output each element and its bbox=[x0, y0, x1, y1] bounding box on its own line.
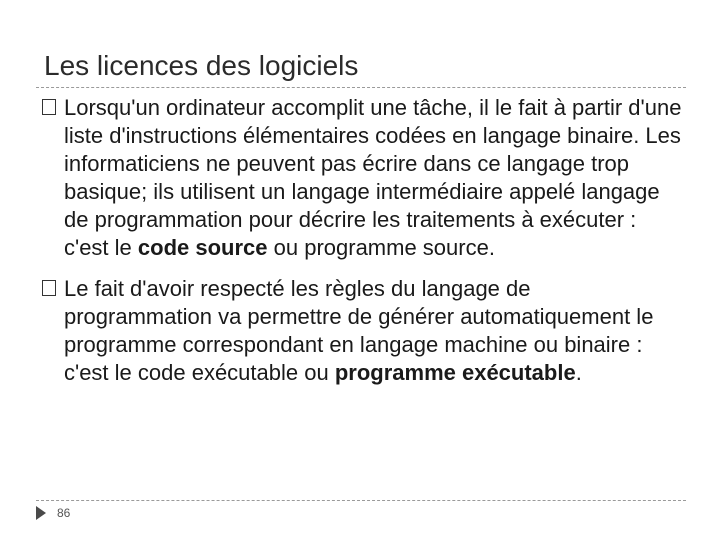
footer-divider bbox=[36, 500, 686, 501]
triangle-arrow-icon bbox=[36, 506, 46, 520]
bullet-item bbox=[42, 94, 682, 262]
bullet-text-bold: code source bbox=[137, 235, 268, 260]
bullet-text: ou programme source. bbox=[267, 235, 495, 260]
bullet-text-bold: programme exécutable bbox=[334, 360, 576, 385]
bullet-item bbox=[42, 275, 682, 387]
bullet-box-icon bbox=[42, 280, 56, 296]
slide-title: Les licences des logiciels bbox=[44, 50, 359, 81]
bullet-text: Lorsqu'un ordinateur accomplit une tâche, il le fait à partir d'une liste d'instructions élémentaires codées en langage binaire. Les informaticiens ne peuvent pas écrire dans ce langage trop basique; ils utilisent un langage intermédiaire appelé langage de programmation pour décrire les traitements à exécuter : c'est le bbox=[64, 95, 682, 260]
title-divider bbox=[36, 87, 686, 88]
bullet-box-icon bbox=[42, 99, 56, 115]
bullet-text: Le fait d'avoir respecté les règles du langage de programmation va permettre de générer automatiquement le programme correspondant en langage machine ou binaire : c'est le code exécutable ou bbox=[64, 276, 654, 385]
bullet-list bbox=[42, 94, 682, 400]
page-number: 86 bbox=[57, 506, 71, 520]
bullet-text: . bbox=[575, 360, 582, 385]
